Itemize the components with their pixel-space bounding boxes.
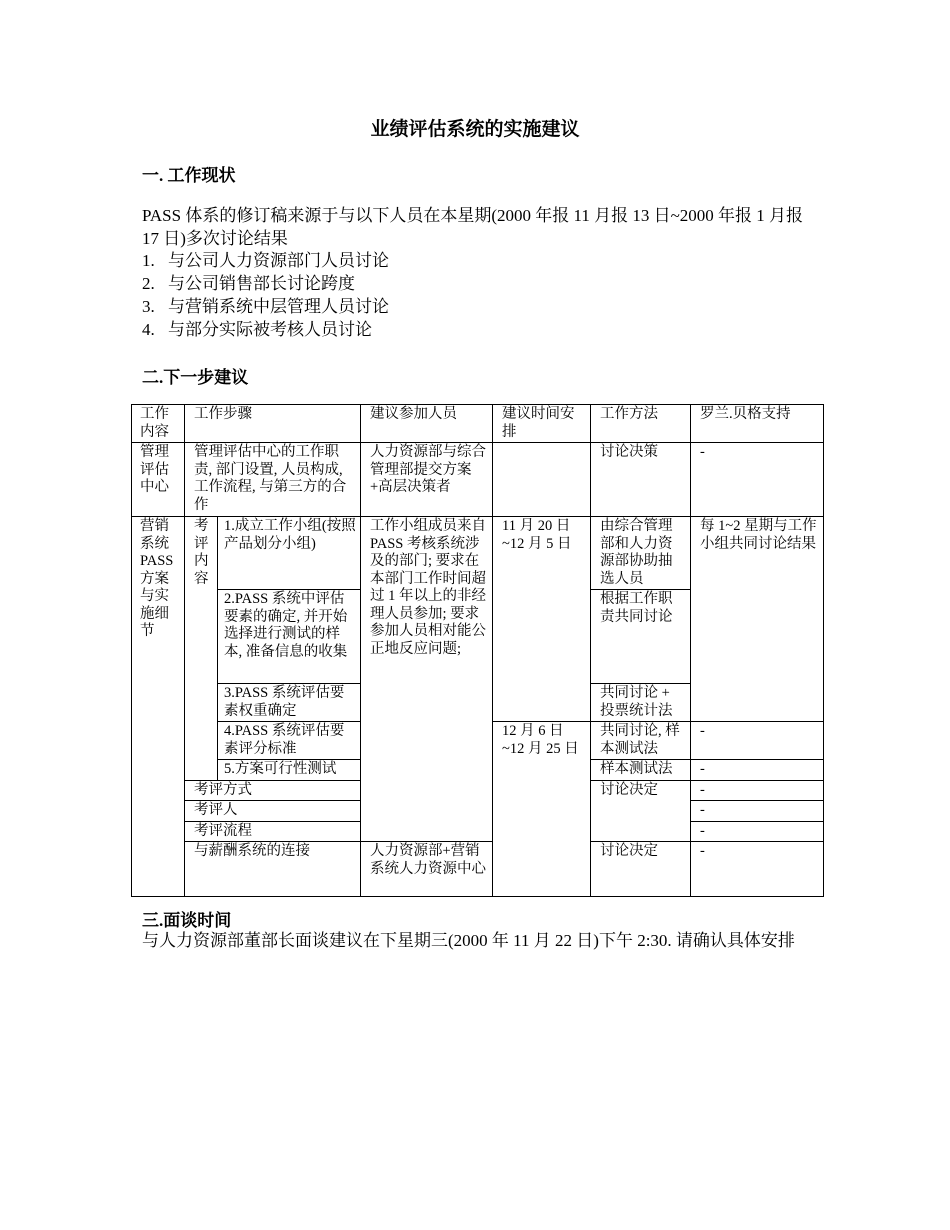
section1-heading: 一. 工作现状 (142, 166, 236, 185)
table-cell: 营销系统PASS方案与实施细节 (132, 517, 185, 897)
table-cell: 与薪酬系统的连接 (185, 842, 361, 897)
table-cell: 12 月 6 日 ~12 月 25 日 (493, 722, 591, 897)
table-cell: 3.PASS 系统评估要素权重确定 (218, 684, 361, 722)
table-cell: 管理评估中心 (132, 443, 185, 517)
section3-heading: 三.面谈时间 (142, 911, 232, 930)
table-cell: 根据工作职责共同讨论 (591, 590, 691, 684)
table-cell: 考评内容 (185, 517, 218, 781)
table-cell: - (691, 780, 824, 801)
list-item: 1. 与公司人力资源部门人员讨论 (142, 251, 389, 270)
table-cell: 人力资源部+营销系统人力资源中心 (361, 842, 493, 897)
table-cell: 1.成立工作小组(按照产品划分小组) (218, 517, 361, 590)
header-cell: 工作方法 (591, 405, 691, 443)
plan-table (131, 404, 824, 897)
table-header-row (132, 405, 824, 443)
table-cell: 共同讨论 + 投票统计法 (591, 684, 691, 722)
table-row (132, 842, 824, 897)
discussion-list (142, 249, 389, 341)
list-item: 4. 与部分实际被考核人员讨论 (142, 320, 372, 339)
table-cell: - (691, 760, 824, 781)
header-cell: 建议时间安排 (493, 405, 591, 443)
table-cell: 共同讨论, 样本测试法 (591, 722, 691, 760)
table-cell: 考评流程 (185, 821, 361, 842)
table-cell: 5.方案可行性测试 (218, 760, 361, 781)
table-cell: 工作小组成员来自 PASS 考核系统涉及的部门; 要求在本部门工作时间超过 1 年以上的非经理人员参加; 要求参加人员相对能公正地反应问题; (361, 517, 493, 842)
table-cell: - (691, 801, 824, 822)
table-cell: 每 1~2 星期与工作小组共同讨论结果 (691, 517, 824, 722)
document-title: 业绩评估系统的实施建议 (370, 119, 580, 140)
table-cell (493, 443, 591, 517)
header-cell: 建议参加人员 (361, 405, 493, 443)
table-cell: - (691, 443, 824, 517)
section2-heading: 二.下一步建议 (142, 368, 249, 387)
section1-intro: PASS 体系的修订稿来源于与以下人员在本星期(2000 年报 11 月报 13 日~2000 年报 1 月报 17 日)多次讨论结果 (142, 206, 804, 248)
table-cell: 管理评估中心的工作职责, 部门设置, 人员构成, 工作流程, 与第三方的合作 (185, 443, 361, 517)
header-cell: 工作步骤 (185, 405, 361, 443)
table-cell: 样本测试法 (591, 760, 691, 781)
table-cell: 讨论决策 (591, 443, 691, 517)
table-cell: - (691, 722, 824, 760)
list-item: 3. 与营销系统中层管理人员讨论 (142, 297, 389, 316)
header-cell: 工作内容 (132, 405, 185, 443)
table-cell: 讨论决定 (591, 842, 691, 897)
table-row (132, 443, 824, 517)
table-cell: 11 月 20 日 ~12 月 5 日 (493, 517, 591, 722)
table-cell: 考评方式 (185, 780, 361, 801)
table-cell: - (691, 842, 824, 897)
table-cell: 人力资源部与综合管理部提交方案+高层决策者 (361, 443, 493, 517)
table-cell: 由综合管理部和人力资源部协助抽选人员 (591, 517, 691, 590)
table-cell: 4.PASS 系统评估要素评分标准 (218, 722, 361, 760)
table-cell: 考评人 (185, 801, 361, 822)
table-cell: 2.PASS 系统中评估要素的确定, 并开始选择进行测试的样本, 准备信息的收集 (218, 590, 361, 684)
section3-text: 与人力资源部董部长面谈建议在下星期三(2000 年 11 月 22 日)下午 2:30. 请确认具体安排 (142, 931, 795, 950)
list-item: 2. 与公司销售部长讨论跨度 (142, 274, 355, 293)
table-cell: 讨论决定 (591, 780, 691, 842)
table-row (132, 517, 824, 590)
table-cell: - (691, 821, 824, 842)
header-cell: 罗兰.贝格支持 (691, 405, 824, 443)
